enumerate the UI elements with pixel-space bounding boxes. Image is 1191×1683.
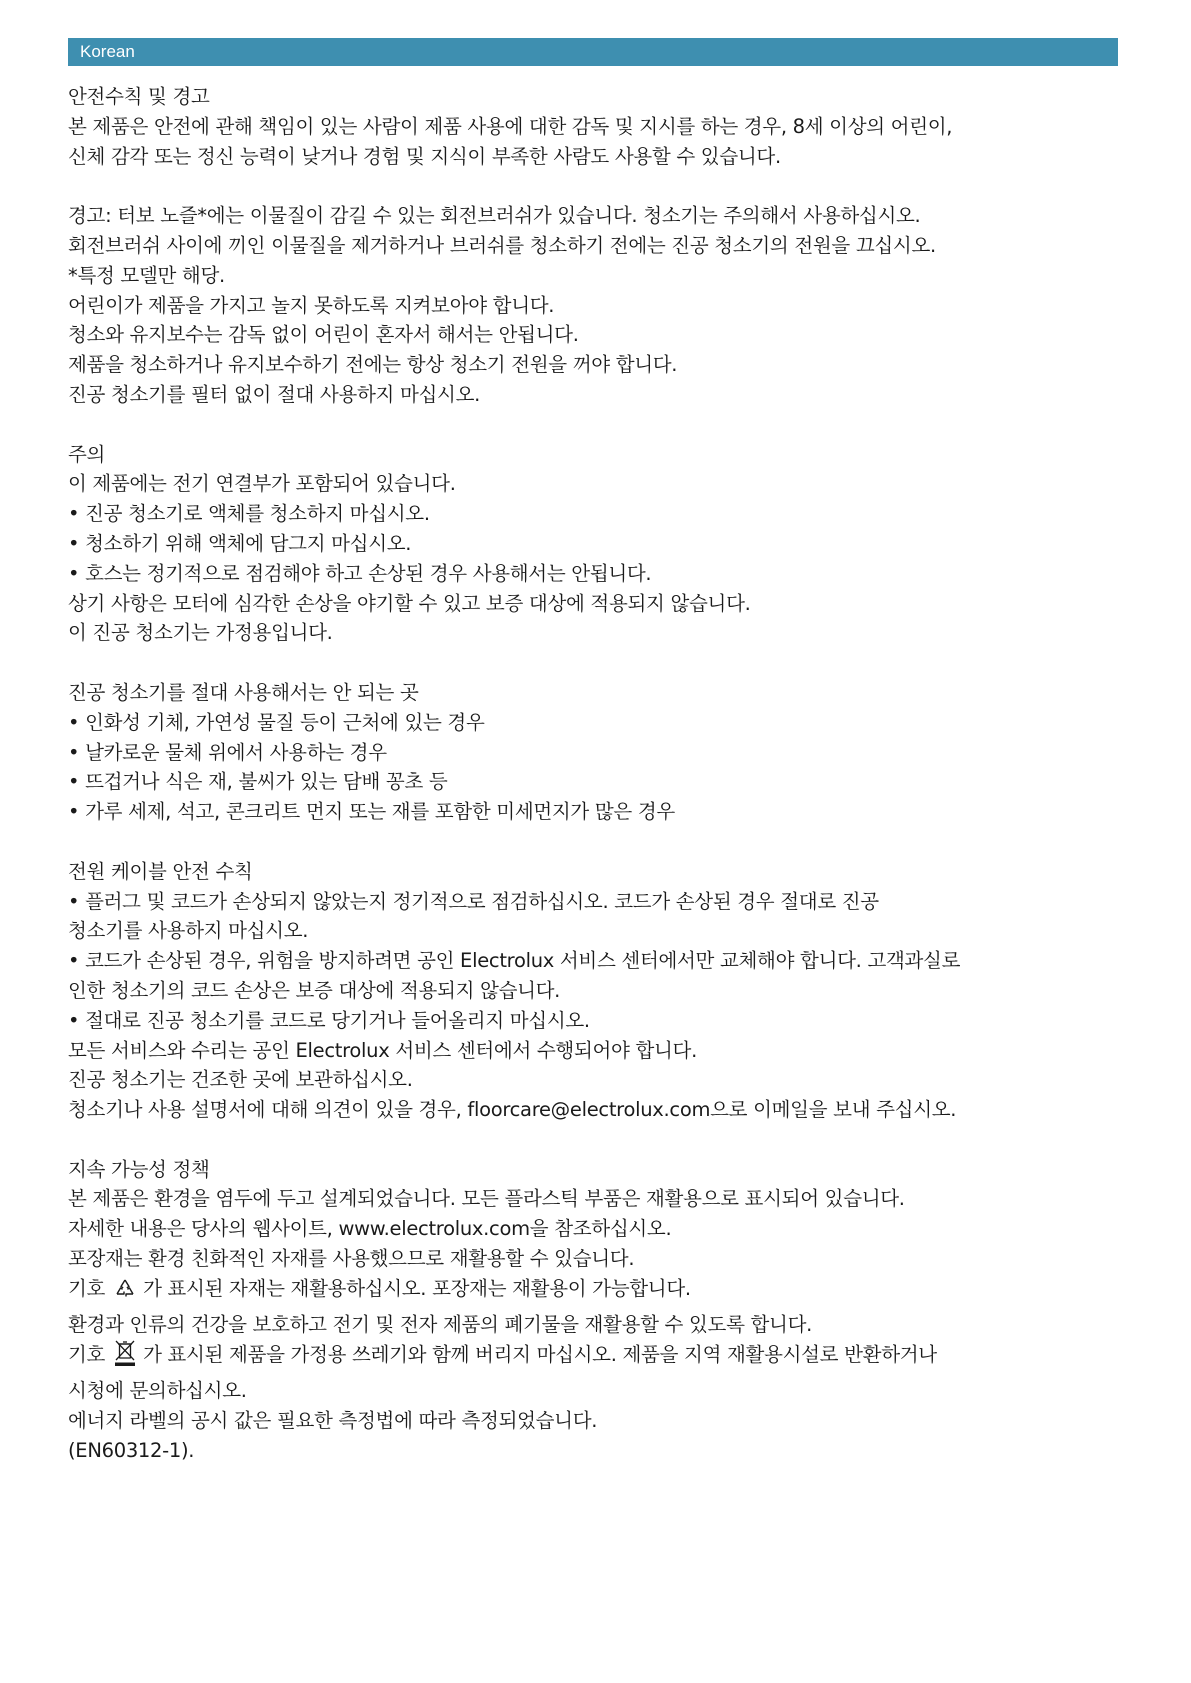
- bullet-item: • 플러그 및 코드가 손상되지 않았는지 정기적으로 점검하십시오. 코드가 손상된 경우 절대로 진공: [68, 889, 879, 913]
- text-line: 경고: 터보 노즐*에는 이물질이 감길 수 있는 회전브러쉬가 있습니다. 청소기는 주의해서 사용하십시오.: [68, 204, 921, 228]
- text-line: 진공 청소기는 건조한 곳에 보관하십시오.: [68, 1068, 413, 1092]
- text-line: 환경과 인류의 건강을 보호하고 전기 및 전자 제품의 폐기물을 재활용할 수 있도록 합니다.: [68, 1312, 813, 1336]
- section-heading-caution: 주의: [68, 442, 106, 466]
- text-line: (EN60312-1).: [68, 1438, 195, 1462]
- bullet-item: • 절대로 진공 청소기를 코드로 당기거나 들어올리지 마십시오.: [68, 1008, 590, 1032]
- bullet-item: • 날카로운 물체 위에서 사용하는 경우: [68, 740, 387, 764]
- text-line: 본 제품은 안전에 관해 책임이 있는 사람이 제품 사용에 대한 감독 및 지시를 하는 경우, 8세 이상의 어린이,: [68, 114, 953, 138]
- section-heading-power-cable: 전원 케이블 안전 수칙: [68, 859, 253, 883]
- recycle-suffix: 가 표시된 자재는 재활용하십시오. 포장재는 재활용이 가능합니다.: [143, 1276, 691, 1300]
- text-line: 포장재는 환경 친화적인 자재를 사용했으므로 재활용할 수 있습니다.: [68, 1247, 635, 1271]
- text-line: 이 제품에는 전기 연결부가 포함되어 있습니다.: [68, 472, 456, 496]
- bullet-item: • 코드가 손상된 경우, 위험을 방지하려면 공인 Electrolux 서비스 센터에서만 교체해야 합니다. 고객과실로: [68, 949, 961, 973]
- language-label: Korean: [80, 42, 135, 61]
- section-heading-never-use: 진공 청소기를 절대 사용해서는 안 되는 곳: [68, 680, 419, 704]
- text-line: 청소기나 사용 설명서에 대해 의견이 있을 경우, floorcare@electrolux.com으로 이메일을 보내 주십시오.: [68, 1098, 957, 1122]
- section-heading-sustainability: 지속 가능성 정책: [68, 1157, 210, 1181]
- document-body: [68, 82, 1128, 1466]
- weee-symbol-line: [68, 1339, 1128, 1376]
- text-line: 자세한 내용은 당사의 웹사이트, www.electrolux.com을 참조하십시오.: [68, 1217, 672, 1241]
- bullet-item: • 청소하기 위해 액체에 담그지 마십시오.: [68, 531, 412, 555]
- text-line: 신체 감각 또는 정신 능력이 낮거나 경험 및 지식이 부족한 사람도 사용할 수 있습니다.: [68, 144, 781, 168]
- text-line: 상기 사항은 모터에 심각한 손상을 야기할 수 있고 보증 대상에 적용되지 않습니다.: [68, 591, 751, 615]
- recycle-symbol-line: [68, 1274, 1128, 1310]
- text-line: 모든 서비스와 수리는 공인 Electrolux 서비스 센터에서 수행되어야 합니다.: [68, 1038, 697, 1062]
- text-line: 본 제품은 환경을 염두에 두고 설계되었습니다. 모든 플라스틱 부품은 재활용으로 표시되어 있습니다.: [68, 1187, 905, 1211]
- text-line: 청소기를 사용하지 마십시오.: [68, 919, 309, 943]
- text-line: *특정 모델만 해당.: [68, 263, 225, 287]
- text-line: 에너지 라벨의 공시 값은 필요한 측정법에 따라 측정되었습니다.: [68, 1409, 598, 1433]
- bullet-item: • 뜨겁거나 식은 재, 불씨가 있는 담배 꽁초 등: [68, 770, 448, 794]
- weee-suffix: 가 표시된 제품을 가정용 쓰레기와 함께 버리지 마십시오. 제품을 지역 재활용시설로 반환하거나: [143, 1343, 937, 1367]
- bullet-item: • 진공 청소기로 액체를 청소하지 마십시오.: [68, 502, 430, 526]
- bullet-item: • 인화성 기체, 가연성 물질 등이 근처에 있는 경우: [68, 710, 485, 734]
- text-line: 회전브러쉬 사이에 끼인 이물질을 제거하거나 브러쉬를 청소하기 전에는 진공 청소기의 전원을 끄십시오.: [68, 233, 936, 257]
- text-line: 진공 청소기를 필터 없이 절대 사용하지 마십시오.: [68, 382, 481, 406]
- recycle-icon: [113, 1277, 137, 1310]
- text-line: 시청에 문의하십시오.: [68, 1379, 247, 1403]
- bullet-item: • 호스는 정기적으로 점검해야 하고 손상된 경우 사용해서는 안됩니다.: [68, 561, 652, 585]
- text-line: 인한 청소기의 코드 손상은 보증 대상에 적용되지 않습니다.: [68, 978, 561, 1002]
- text-line: 제품을 청소하거나 유지보수하기 전에는 항상 청소기 전원을 꺼야 합니다.: [68, 353, 678, 377]
- language-header-bar: [68, 38, 1118, 66]
- section-heading-safety: 안전수칙 및 경고: [68, 85, 210, 108]
- text-line: 청소와 유지보수는 감독 없이 어린이 혼자서 해서는 안됩니다.: [68, 323, 579, 347]
- text-line: 어린이가 제품을 가지고 놀지 못하도록 지켜보아야 합니다.: [68, 293, 555, 317]
- bullet-item: • 가루 세제, 석고, 콘크리트 먼지 또는 재를 포함한 미세먼지가 많은 경우: [68, 800, 675, 824]
- weee-prefix: 기호: [68, 1343, 106, 1367]
- crossed-bin-icon: [113, 1339, 137, 1376]
- text-line: 이 진공 청소기는 가정용입니다.: [68, 621, 333, 645]
- recycle-prefix: 기호: [68, 1276, 106, 1300]
